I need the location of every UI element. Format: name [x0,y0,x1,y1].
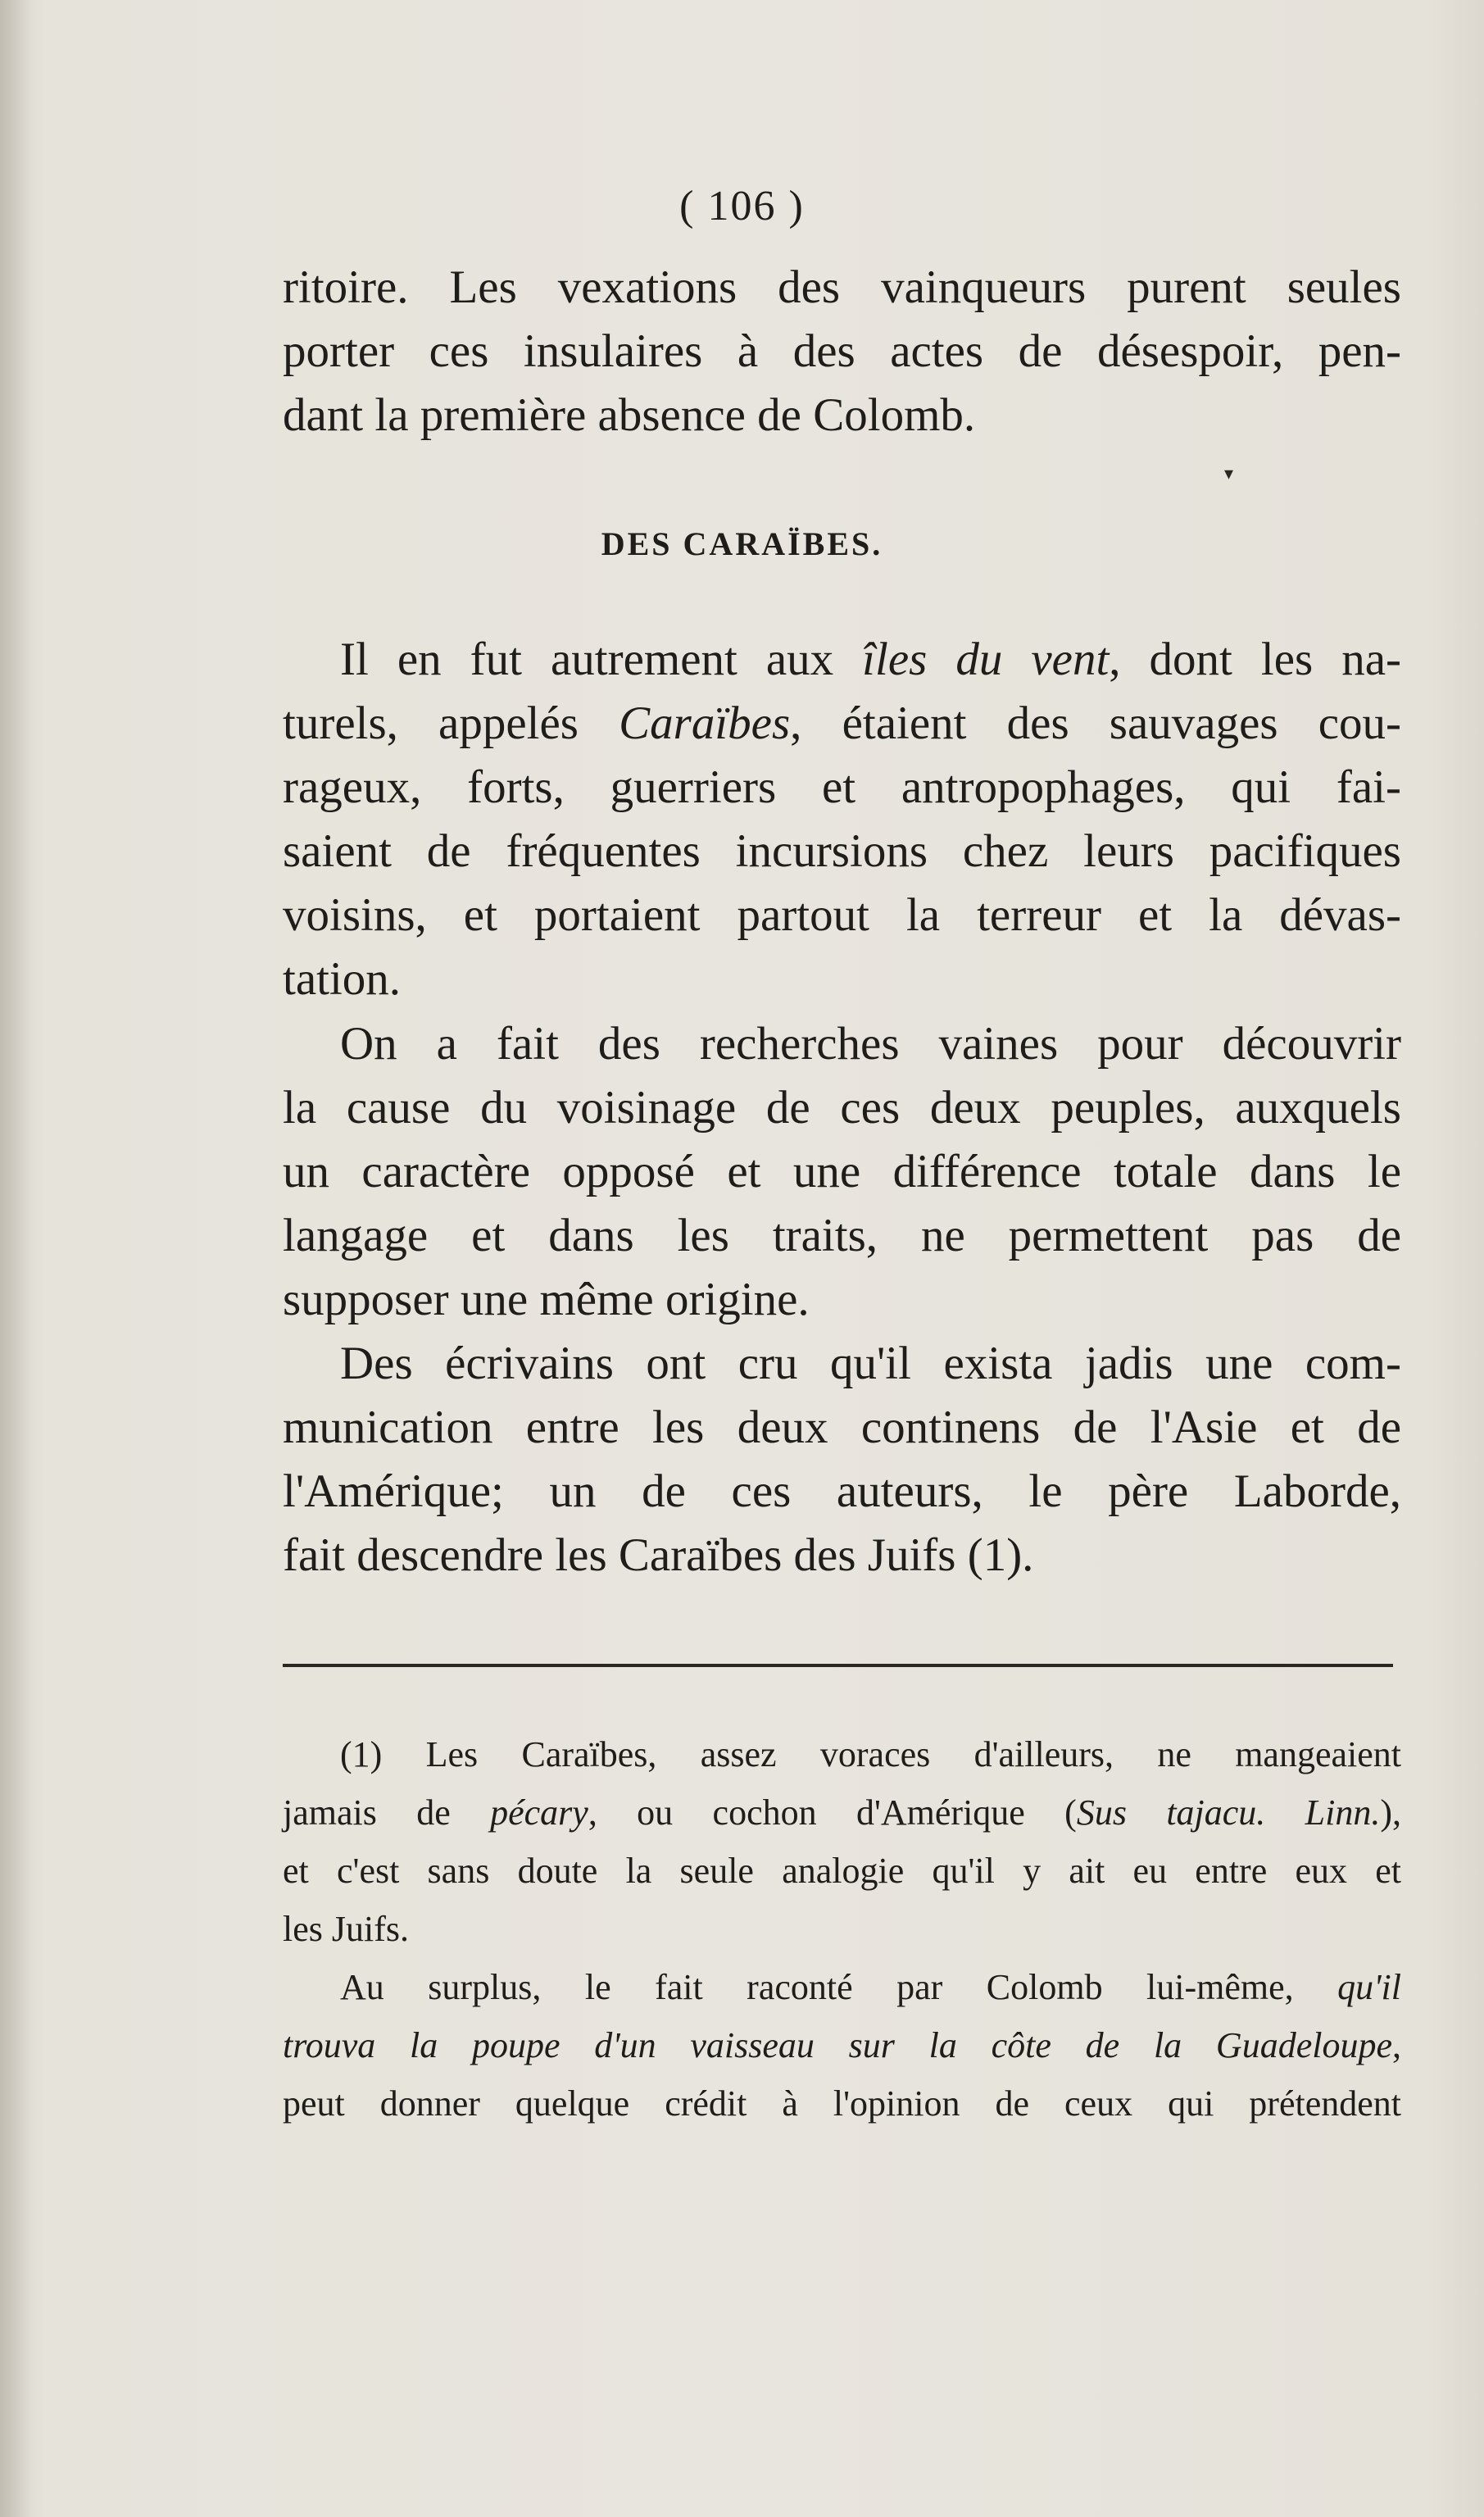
footnote-rule [283,1664,1393,1667]
footnote-line: trouva la poupe d'un vaisseau sur la côte de la Guadeloupe, [283,2025,1401,2065]
section-title: DES CARAÏBES. [601,525,883,562]
text-line: langage et dans les traits, ne permettent pas de [283,1210,1401,1261]
footnote-line: jamais de pécary, ou cochon d'Amérique (Sus tajacu. Linn.), [283,1792,1402,1833]
footnote [283,1725,1401,2133]
text-line: un caractère opposé et une différence totale dans le [283,1146,1401,1197]
ornament-mark: ▾ [1224,464,1234,484]
text-line: porter ces insulaires à des actes de désespoir, pen- [283,325,1401,377]
footnote-line: Au surplus, le fait raconté par Colomb lui-même, qu'il [340,1967,1401,2007]
paragraph-1 [283,628,1401,1011]
page-number: ( 106 ) [679,183,805,229]
text-line: l'Amérique; un de ces auteurs, le père Laborde, [283,1465,1401,1517]
opening-text [283,256,1401,448]
text-line: rageux, forts, guerriers et antropophages, qui fai- [283,761,1401,813]
text-line: fait descendre les Caraïbes des Juifs (1). [283,1529,1034,1581]
text-line: saient de fréquentes incursions chez leurs pacifiques [283,825,1401,877]
text-line: On a fait des recherches vaines pour découvrir [340,1018,1401,1070]
paragraph-2 [283,1012,1401,1332]
text-line: supposer une même origine. [283,1274,810,1325]
paragraph-3 [283,1332,1401,1588]
footnote-line: et c'est sans doute la seule analogie qu'il y ait eu entre eux et [283,1851,1401,1891]
gutter-shade [0,0,33,2517]
text-line: Il en fut autrement aux îles du vent, dont les na- [340,634,1401,685]
text-line: dant la première absence de Colomb. [283,389,976,441]
text-line: ritoire. Les vexations des vainqueurs purent seules [283,261,1401,313]
text-line: Des écrivains ont cru qu'il exista jadis une com- [340,1338,1401,1389]
footnote-line: les Juifs. [283,1909,409,1949]
footnote-line: (1) Les Caraïbes, assez voraces d'ailleurs, ne mangeaient [340,1734,1401,1774]
footnote-line: peut donner quelque crédit à l'opinion de ceux qui prétendent [283,2083,1401,2124]
text-line: voisins, et portaient partout la terreur et la dévas- [283,889,1401,941]
text-line: turels, appelés Caraïbes, étaient des sauvages cou- [283,697,1401,749]
text-line: tation. [283,953,402,1005]
text-line: munication entre les deux continens de l'Asie et de [283,1402,1401,1453]
text-line: la cause du voisinage de ces deux peuples, auxquels [283,1082,1401,1134]
